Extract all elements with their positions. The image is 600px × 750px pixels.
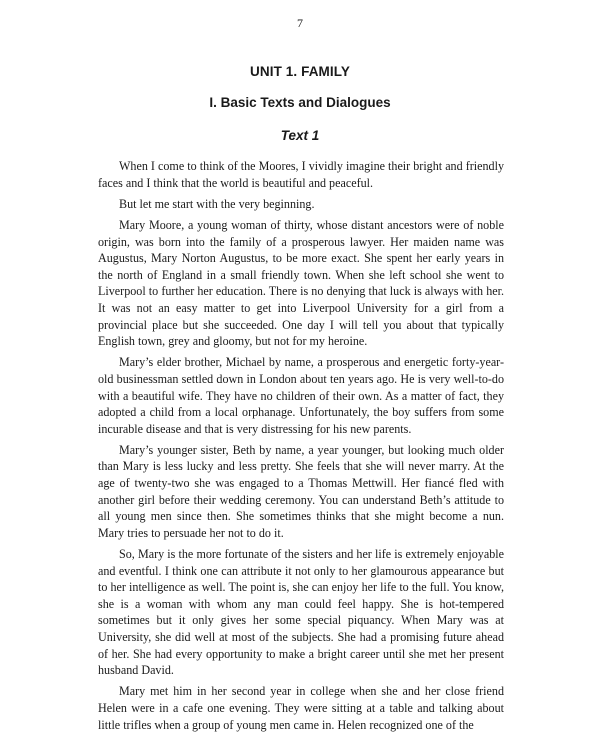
paragraph-4: Mary’s elder brother, Michael by name, a prosperous and energetic forty-year-old businessman settled down in London about ten years ago. He is very well-to-do with a beautiful wife. They have no children of their own. As a matter of fact, they adopted a child from a local orphanage. Unfortunately, the boy suffers from some incurable disease and that is very distressing for his new parents.: [98, 355, 504, 436]
paragraph-2: But let me start with the very beginning.: [119, 196, 315, 211]
page-number: 7: [297, 16, 303, 30]
paragraph-1: When I come to think of the Moores, I vividly imagine their bright and friendly faces and I think that the world is beautiful and peaceful.: [98, 159, 504, 190]
body-text: [98, 158, 504, 738]
unit-title: UNIT 1. FAMILY: [250, 64, 350, 79]
paragraph-3: Mary Moore, a young woman of thirty, whose distant ancestors were of noble origin, was born into the family of a prosperous lawyer. Her maiden name was Augustus, Mary Norton Augustus, to be more exact. She spent her early years in the north of England in a small friendly town. When she left school she went to Liverpool to further her education. There is no denying that luck is always with her. It was not an easy matter to get into Liverpool University for a girl from a provincial place but she succeeded. One day I will tell you about that typically English town, grey and gloomy, but not for my heroine.: [98, 217, 504, 349]
text-title: Text 1: [280, 128, 320, 143]
paragraph-5: Mary’s younger sister, Beth by name, a year younger, but looking much older than Mary is less lucky and less pretty. She feels that she will never marry. At the age of twenty-two she was engaged to a Thomas Mettwill. Her fiancé fled with another girl before their wedding ceremony. You can understand Beth’s attitude to all young men since then. She sometimes thinks that she might become a nun. Mary tries to persuade her not to do it.: [98, 442, 504, 540]
section-title: I. Basic Texts and Dialogues: [209, 95, 391, 110]
paragraph-6: So, Mary is the more fortunate of the sisters and her life is extremely enjoyable and eventful. I think one can attribute it not only to her glamourous appearance but to her intelligence as well. The point is, she can enjoy her life to the full. You know, she is a woman with whom any man could feel happy. She is hot-tempered sometimes but it only gives her some special piquancy. When Mary was at University, she did well at most of the subjects. She had a promising future ahead of her. She had every opportunity to make a bright career until she met her present husband David.: [98, 547, 504, 678]
paragraph-7: Mary met him in her second year in college when she and her close friend Helen were in a cafe one evening. They were sitting at a table and talking about little trifles when a group of young men came in. Helen recognized one of the: [98, 684, 504, 732]
